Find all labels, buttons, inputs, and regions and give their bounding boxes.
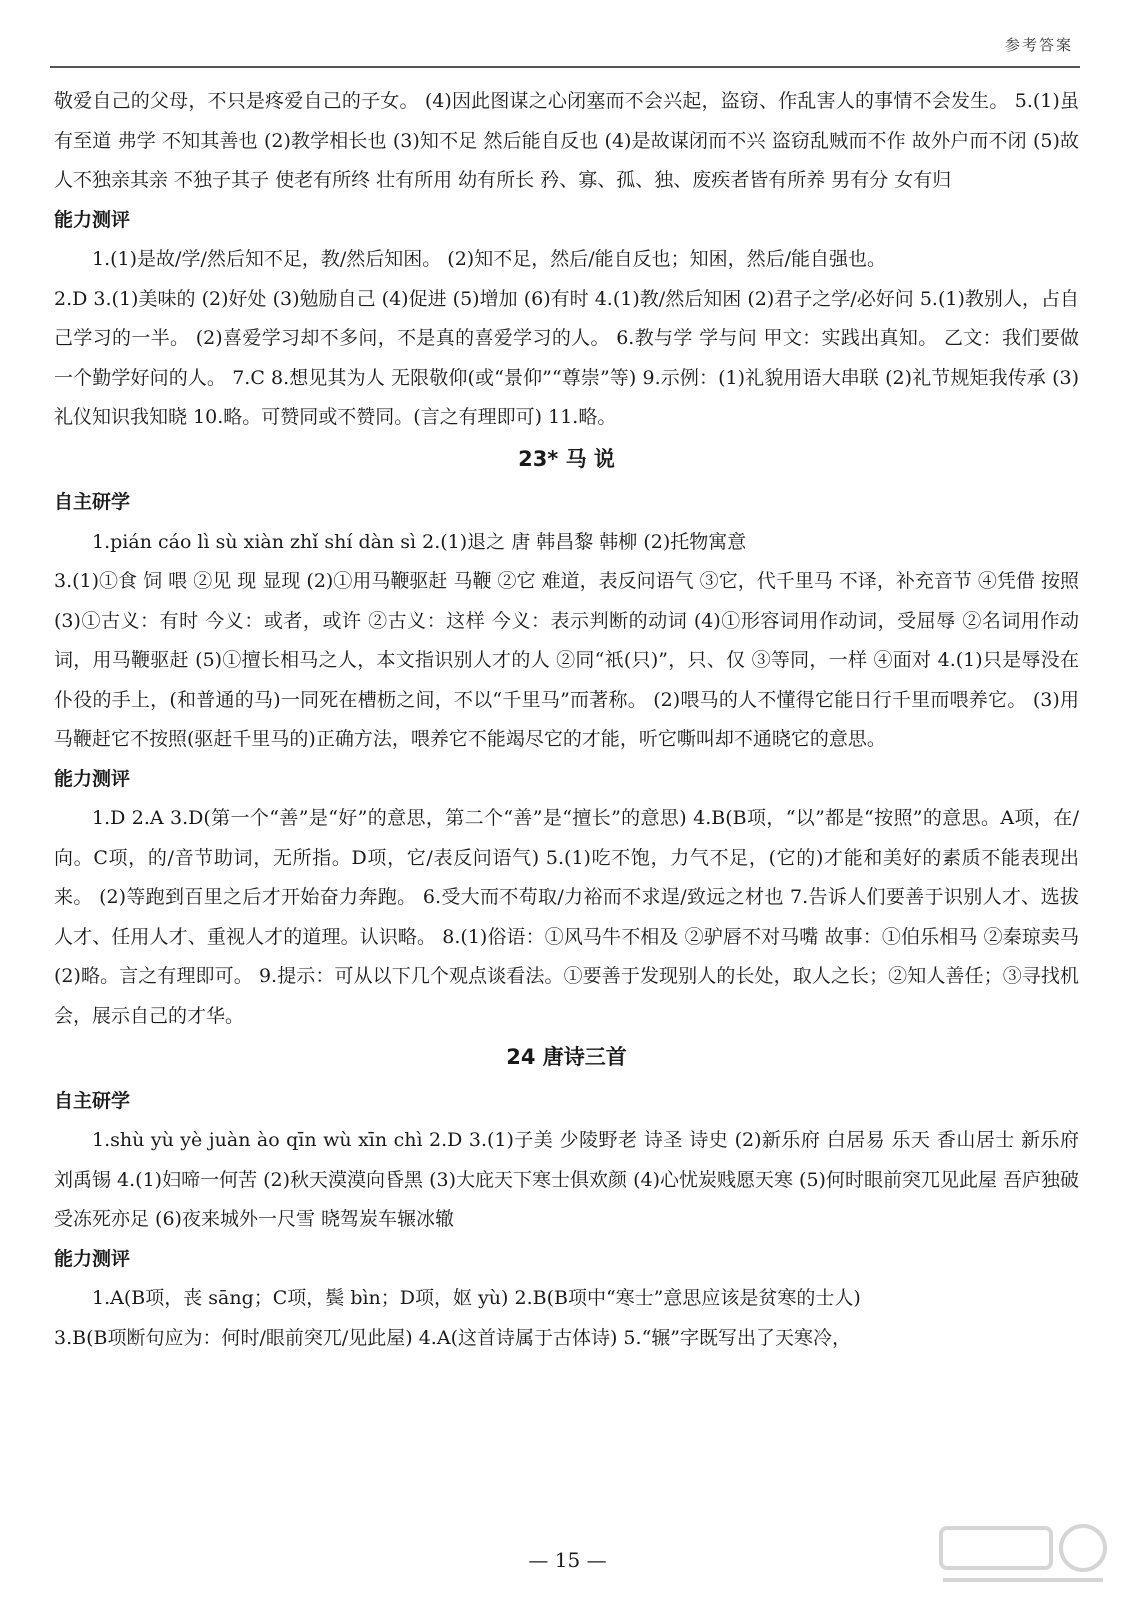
section-label: 能力测评 <box>54 208 131 231</box>
answer-paragraph: 敬爱自己的父母，不只是疼爱自己的子女。 (4)因此图谋之心闭塞而不会兴起，盗窃、作乱害人的事情不会发生。 5.(1)虽有至道 弗学 不知其善也 (2)教学相长也 (3)知不足 然后能自反也 (4)是故谋闭而不兴 盗窃乱贼而不作 故外户而不闭 (5)故人不独亲其亲 不独子其子 使老有所终 壮有所用 幼有所长 矜、寡、孤、独、废疾者皆有所养 男有分 女有归 <box>54 90 1079 191</box>
watermark-icon <box>933 1518 1113 1592</box>
watermark-logo <box>933 1518 1113 1592</box>
answer-paragraph: 1.pián cáo lì sù xiàn zhǐ shí dàn sì 2.(1)退之 唐 韩昌黎 韩柳 (2)托物寓意 <box>92 530 747 553</box>
answer-paragraph: 1.A(B项，丧 sāng；C项，鬓 bìn；D项，妪 yù) 2.B(B项中“寒士”意思应该是贫寒的士人) <box>92 1287 861 1309</box>
ability-test-block <box>54 201 1079 438</box>
page-number: — 15 — <box>528 1548 607 1572</box>
lesson-title: 23* 马 说 <box>518 446 615 471</box>
continuation-block <box>54 82 1079 201</box>
answer-paragraph: 3.B(B项断句应为：何时/眼前突兀/见此屋) 4.A(这首诗属于古体诗) 5.“辗”字既写出了天寒冷， <box>54 1326 851 1349</box>
answer-paragraph: 1.(1)是故/学/然后知不足，教/然后知困。 (2)知不足，然后/能自反也；知困，然后/能自强也。 <box>92 248 887 270</box>
header-rule <box>50 66 1080 68</box>
lesson-23-block <box>54 438 1079 760</box>
section-label: 能力测评 <box>54 767 131 790</box>
ability-test-block <box>54 760 1079 1037</box>
answer-content <box>54 82 1079 1358</box>
section-label: 自主研学 <box>54 1089 131 1112</box>
answer-paragraph: 2.D 3.(1)美味的 (2)好处 (3)勉励自己 (4)促进 (5)增加 (6)有时 4.(1)教/然后知困 (2)君子之学/必好问 5.(1)教别人，占自己学习的一半。 (2)喜爱学习却不多问，不是真的喜爱学习的人。 6.教与学 学与问 甲文：实践出真知。 乙文：我们要做一个勤学好问的人。 7.C 8.想见其为人 无限敬仰(或“景仰”“尊崇”等) 9.示例：(1)礼貌用语大串联 (2)礼节规矩我传承 (3)礼仪知识我知晓 10.略。可赞同或不赞同。(言之有理即可) 11.略。 <box>54 287 1079 428</box>
lesson-24-block <box>54 1036 1079 1240</box>
lesson-title: 24 唐诗三首 <box>506 1045 627 1069</box>
ability-test-block <box>54 1240 1079 1359</box>
answer-paragraph: 1.shù yù yè juàn ào qīn wù xīn chì 2.D 3.(1)子美 少陵野老 诗圣 诗史 (2)新乐府 白居易 乐天 香山居士 新乐府 刘禹锡 4.(1)妇啼一何苦 (2)秋天漠漠向昏黑 (3)大庇天下寒士俱欢颜 (4)心忧炭贱愿天寒 (5)何时眼前突兀见此屋 吾庐独破受冻死亦足 (6)夜来城外一尺雪 晓驾炭车辗冰辙 <box>54 1129 1079 1230</box>
answer-paragraph: 3.(1)①食 饲 喂 ②见 现 显现 (2)①用马鞭驱赶 马鞭 ②它 难道，表反问语气 ③它，代千里马 不译，补充音节 ④凭借 按照 (3)①古义：有时 今义：或者，或许 ②古义：这样 今义：表示判断的动词 (4)①形容词用作动词，受屈辱 ②名词用作动词，用马鞭驱赶 (5)①擅长相马之人，本文指识别人才的人 ②同“祇(只)”，只、仅 ③等同，一样 ④面对 4.(1)只是辱没在仆役的手上，(和普通的马)一同死在槽枥之间，不以“千里马”而著称。 (2)喂马的人不懂得它能日行千里而喂养它。 (3)用马鞭赶它不按照(驱赶千里马的)正确方法，喂养它不能竭尽它的才能，听它嘶叫却不通晓它的意思。 <box>54 570 1079 750</box>
section-label: 能力测评 <box>54 1247 131 1270</box>
header-mark: 参考答案 <box>1004 36 1073 54</box>
answer-paragraph: 1.D 2.A 3.D(第一个“善”是“好”的意思，第二个“善”是“擅长”的意思) 4.B(B项，“以”都是“按照”的意思。A项，在/向。C项，的/音节助词，无所指。D项，它/表反问语气) 5.(1)吃不饱，力气不足，(它的)才能和美好的素质不能表现出来。 (2)等跑到百里之后才开始奋力奔跑。 6.受大而不苟取/力裕而不求逞/致远之材也 7.告诉人们要善于识别人才、选拔人才、任用人才、重视人才的道理。认识略。 8.(1)俗语：①风马牛不相及 ②驴唇不对马嘴 故事：①伯乐相马 ②秦琼卖马 (2)略。言之有理即可。 9.提示：可从以下几个观点谈看法。①要善于发现别人的长处，取人之长；②知人善任；③寻找机会，展示自己的才华。 <box>54 807 1079 1027</box>
section-label: 自主研学 <box>54 491 131 513</box>
